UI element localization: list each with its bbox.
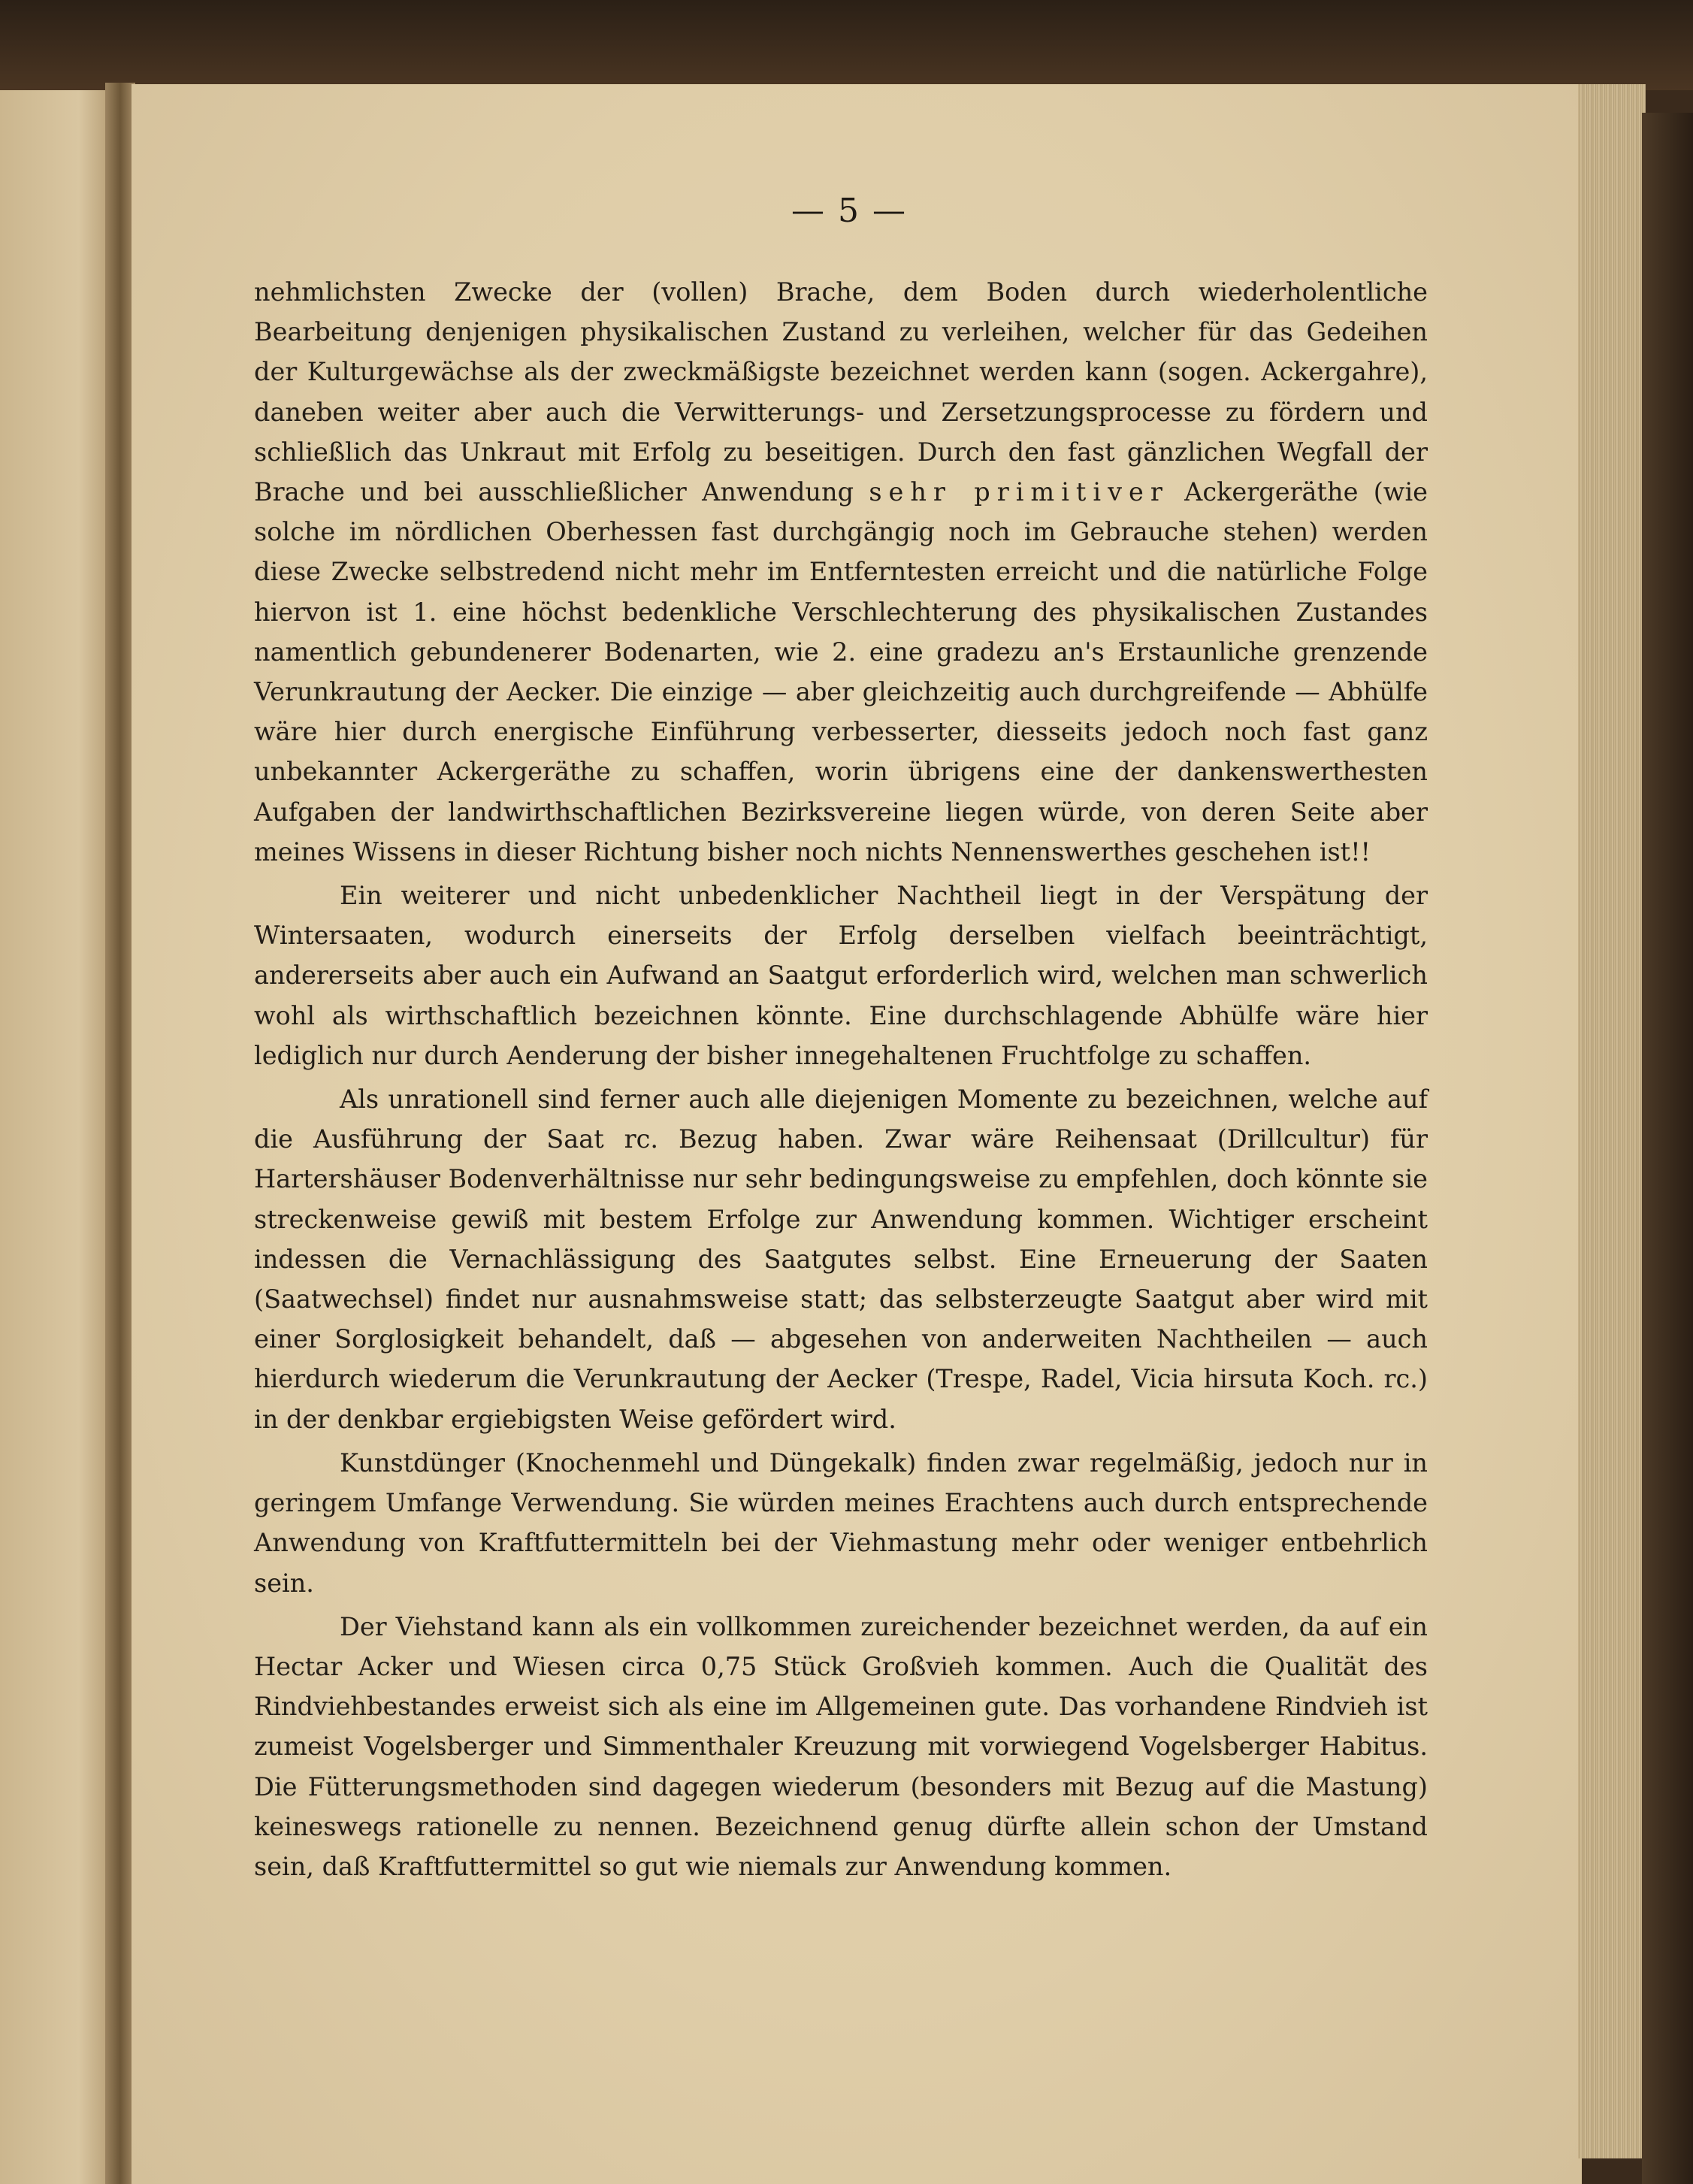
paragraph-1 (254, 272, 1428, 872)
page-number: — 5 — (791, 192, 907, 230)
page-stack-edges (1578, 84, 1646, 2158)
paragraph-1-part-2: Ackergeräthe (wie solche im nördlichen Oberhessen fast durchgängig noch im Gebrauche stehen) werden diese Zwecke selbstredend nicht mehr im Entferntesten erreicht und die natürliche Folge hiervon ist 1. eine höchst bedenkliche Verschlechterung des physikalischen Zustandes namentlich gebundenerer Bodenarten, wie 2. eine gradezu an's Erstaunliche grenzende Verunkrautung der Aecker. Die einzige — aber gleichzeitig auch durchgreifende — Abhülfe wäre hier durch energische Einführung verbesserter, diesseits jedoch noch fast ganz unbekannter Ackergeräthe zu schaffen, worin übrigens eine der dankenswerthesten Aufgaben der landwirthschaftlichen Bezirksvereine liegen würde, von deren Seite aber meines Wissens in dieser Richtung bisher noch nichts Nennenswerthes geschehen ist!! (254, 477, 1428, 867)
paragraph-1-emphasis: sehr primitiver (869, 477, 1169, 507)
body-text (254, 272, 1428, 1890)
paragraph-2: Ein weiterer und nicht unbedenklicher Nachtheil liegt in der Verspätung der Wintersaaten, wodurch einerseits der Erfolg derselben vielfach beeinträchtigt, andererseits aber auch ein Aufwand an Saatgut erforderlich wird, welchen man schwerlich wohl als wirthschaftlich bezeichnen könnte. Eine durchschlagende Abhülfe wäre hier lediglich nur durch Aenderung der bisher innegehaltenen Fruchtfolge zu schaffen. (254, 881, 1428, 1070)
paragraph-3: Als unrationell sind ferner auch alle diejenigen Momente zu bezeichnen, welche auf die Ausführung der Saat rc. Bezug haben. Zwar wäre Reihensaat (Drillcultur) für Hartershäuser Bodenverhältnisse nur sehr bedingungsweise zu empfehlen, doch könnte sie streckenweise gewiß mit bestem Erfolge zur Anwendung kommen. Wichtiger erscheint indessen die Vernachlässigung des Saatgutes selbst. Eine Erneuerung der Saaten (Saatwechsel) findet nur ausnahmsweise statt; das selbsterzeugte Saatgut aber wird mit einer Sorglosigkeit behandelt, daß — abgesehen von anderweiten Nachtheilen — auch hierdurch wiederum die Verunkrautung der Aecker (Trespe, Radel, Vicia hirsuta Koch. rc.) in der denkbar ergiebigsten Weise gefördert wird. (254, 1084, 1428, 1434)
paragraph-1-part-1: nehmlichsten Zwecke der (vollen) Brache, dem Boden durch wiederholentliche Bearbeitung denjenigen physikalischen Zustand zu verleihen, welcher für das Gedeihen der Kulturgewächse als der zweckmäßigste bezeichnet werden kann (sogen. Ackergahre), daneben weiter aber auch die Verwitterungs- und Zersetzungsprocesse zu fördern und schließlich das Unkraut mit Erfolg zu beseitigen. Durch den fast gänzlichen Wegfall der Brache und bei ausschließlicher Anwendung (254, 277, 1428, 507)
book-gutter (105, 83, 135, 2184)
book-cover-top-edge (0, 0, 1693, 90)
book-cover-right-edge (1642, 113, 1693, 2184)
left-page-edge (0, 90, 113, 2184)
paragraph-5: Der Viehstand kann als ein vollkommen zureichender bezeichnet werden, da auf ein Hectar Acker und Wiesen circa 0,75 Stück Großvieh kommen. Auch die Qualität des Rindviehbestandes erweist sich als eine im Allgemeinen gute. Das vorhandene Rindvieh ist zumeist Vogelsberger und Simmenthaler Kreuzung mit vorwiegend Vogelsberger Habitus. Die Fütterungsmethoden sind dagegen wiederum (besonders mit Bezug auf die Mastung) keineswegs rationelle zu nennen. Bezeichnend genug dürfte allein schon der Umstand sein, daß Kraftfuttermittel so gut wie niemals zur Anwendung kommen. (254, 1611, 1428, 1881)
paragraph-4: Kunstdünger (Knochenmehl und Düngekalk) finden zwar regelmäßig, jedoch nur in geringem Umfange Verwendung. Sie würden meines Erachtens auch durch entsprechende Anwendung von Kraftfuttermitteln bei der Viehmastung mehr oder weniger entbehrlich sein. (254, 1447, 1428, 1598)
